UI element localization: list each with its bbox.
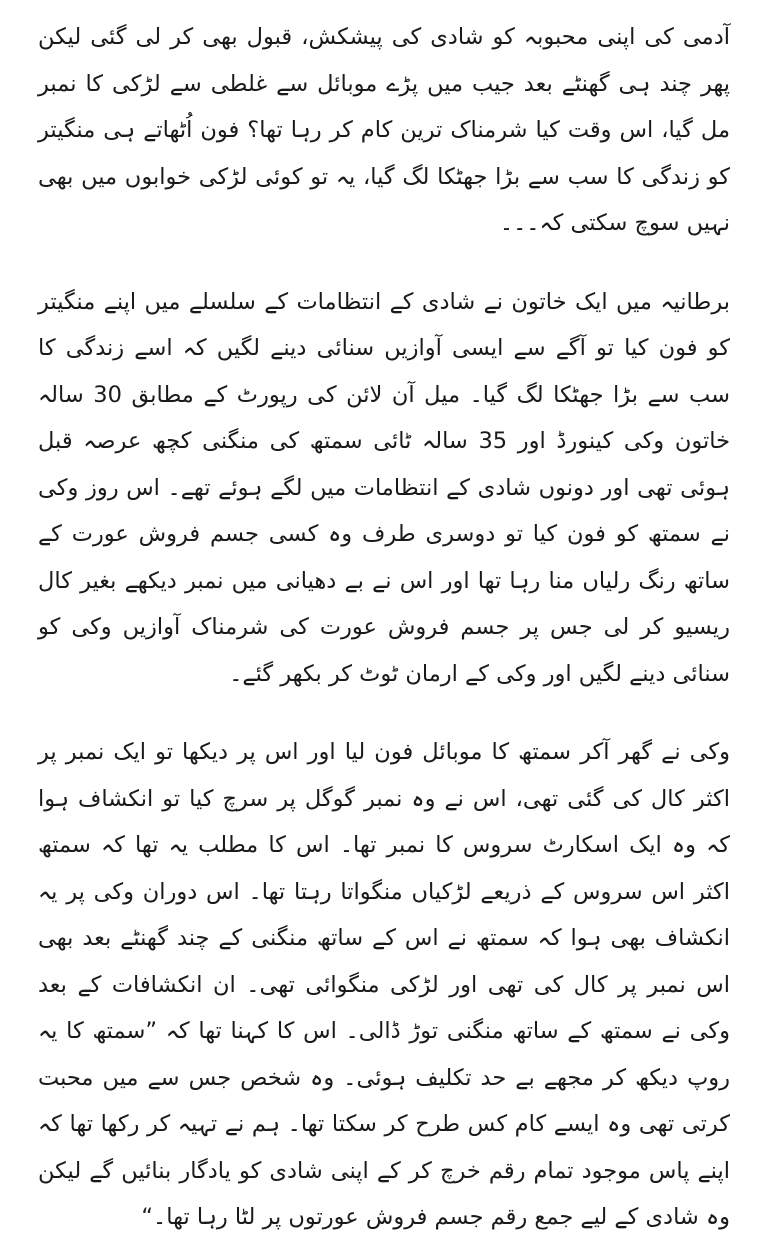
article-body xyxy=(38,14,730,1241)
paragraph-report: برطانیہ میں ایک خاتون نے شادی کے انتظامات کے سلسلے میں اپنے منگیتر کو فون کیا تو آگے سے ایسی آوازیں سنائی دینے لگیں کہ اسے زندگی کا سب سے بڑا جھٹکا لگ گیا۔ میل آن لائن کی رپورٹ کے مطابق 30 سالہ خاتون وکی کینورڈ اور 35 سالہ ٹائی سمتھ کی منگنی کچھ عرصہ قبل ہوئی تھی اور دونوں شادی کے انتظامات میں لگے ہوئے تھے۔ اس روز وکی نے سمتھ کو فون کیا تو دوسری طرف وہ کسی جسم فروش عورت کے ساتھ رنگ رلیاں منا رہا تھا اور اس نے بے دھیانی میں نمبر دیکھے بغیر کال ریسیو کر لی جس پر جسم فروش عورت کی شرمناک آوازیں وکی کو سنائی دینے لگیں اور وکی کے ارمان ٹوٹ کر بکھر گئے۔ xyxy=(38,288,730,687)
paragraph-discovery: وکی نے گھر آکر سمتھ کا موبائل فون لیا اور اس پر دیکھا تو ایک نمبر پر اکثر کال کی گئی تھی، اس نے وہ نمبر گوگل پر سرچ کیا تو انکشاف ہوا کہ وہ ایک اسکارٹ سروس کا نمبر تھا۔ اس کا مطلب یہ تھا کہ سمتھ اکثر اس سروس کے ذریعے لڑکیاں منگواتا رہتا تھا۔ اس دوران وکی پر یہ انکشاف بھی ہوا کہ سمتھ نے اس کے ساتھ منگنی کے چند گھنٹے بعد بھی اس نمبر پر کال کی تھی اور لڑکی منگوائی تھی۔ ان انکشافات کے بعد وکی نے سمتھ کے ساتھ منگنی توڑ ڈالی۔ اس کا کہنا تھا کہ ”سمتھ کا یہ روپ دیکھ کر مجھے بے حد تکلیف ہوئی۔ وہ شخص جس سے میں محبت کرتی تھی وہ ایسے کام کس طرح کر سکتا تھا۔ ہم نے تہیہ کر رکھا تھا کہ اپنے پاس موجود تمام رقم خرچ کر کے اپنی شادی کو یادگار بنائیں گے لیکن وہ شادی کے لیے جمع رقم جسم فروش عورتوں پر لٹا رہا تھا۔“ xyxy=(38,739,730,1230)
paragraph-intro: آدمی کی اپنی محبوبہ کو شادی کی پیشکش، قبول بھی کر لی گئی لیکن پھر چند ہی گھنٹے بعد جیب میں پڑے موبائل سے غلطی سے لڑکی کا نمبر مل گیا، اس وقت کیا شرمناک ترین کام کر رہا تھا؟ فون اُٹھاتے ہی منگیتر کو زندگی کا سب سے بڑا جھٹکا لگ گیا، یہ تو کوئی لڑکی خوابوں میں بھی نہیں سوچ سکتی کہ۔۔۔ xyxy=(38,24,730,236)
